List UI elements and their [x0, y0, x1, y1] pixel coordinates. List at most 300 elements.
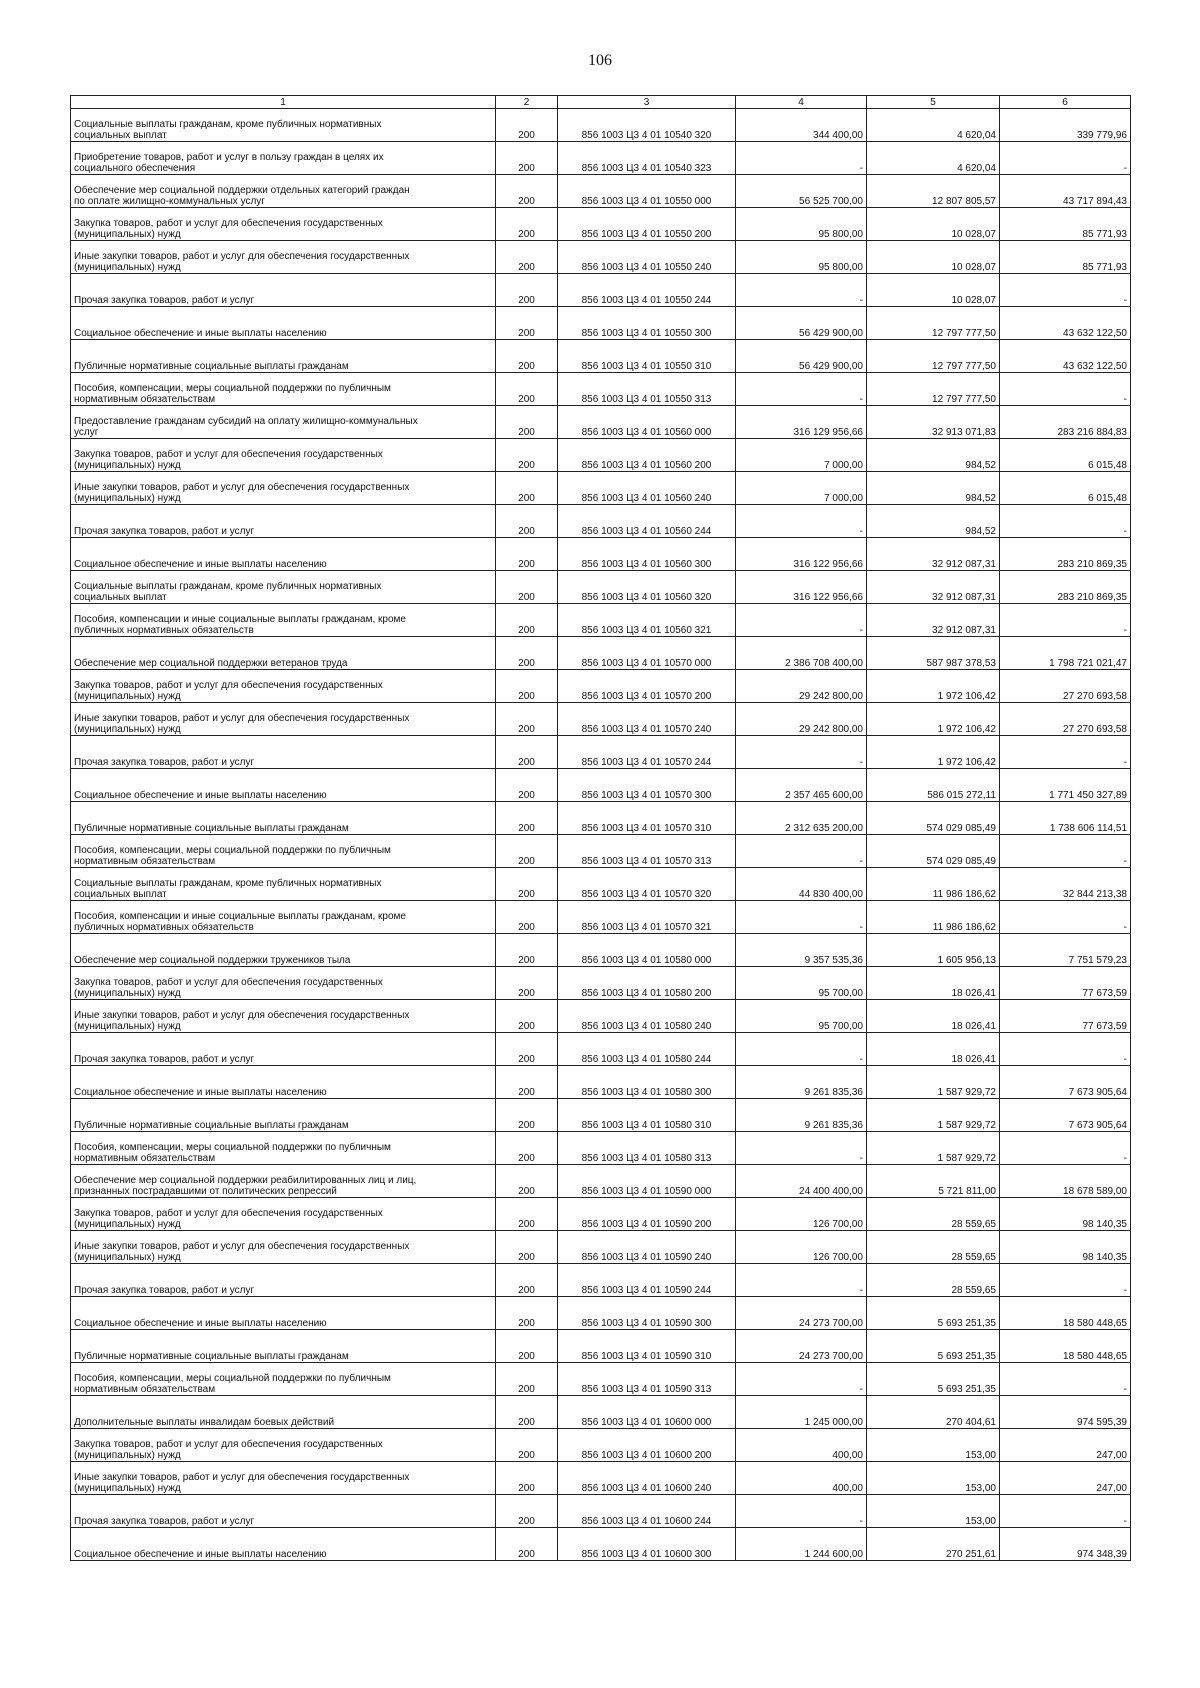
row-approved-amount-cell: 2 386 708 400,00: [736, 637, 867, 670]
row-name-cell: Пособия, компенсации и иные социальные выплаты гражданам, кроме публичных нормативных обязательств: [71, 901, 496, 934]
column-header-1: 1: [71, 96, 496, 109]
row-name-cell: Пособия, компенсации, меры социальной поддержки по публичным нормативным обязательствам: [71, 1363, 496, 1396]
row-approved-amount-cell: 400,00: [736, 1462, 867, 1495]
row-line-code-cell: 200: [496, 1231, 558, 1264]
row-line-code-cell: 200: [496, 1330, 558, 1363]
table-row: [71, 1363, 1131, 1396]
row-line-code-cell: 200: [496, 175, 558, 208]
row-unexecuted-amount-cell: 283 216 884,83: [1000, 406, 1131, 439]
row-executed-amount-cell: 5 693 251,35: [867, 1363, 1000, 1396]
row-name-cell: Иные закупки товаров, работ и услуг для обеспечения государственных (муниципальных) нужд: [71, 1462, 496, 1495]
row-name-cell: Социальное обеспечение и иные выплаты населению: [71, 1297, 496, 1330]
row-budget-code-cell: 856 1003 Ц3 4 01 10580 200: [558, 967, 736, 1000]
row-name-cell: Пособия, компенсации, меры социальной поддержки по публичным нормативным обязательствам: [71, 373, 496, 406]
row-approved-amount-cell: 2 357 465 600,00: [736, 769, 867, 802]
row-budget-code-cell: 856 1003 Ц3 4 01 10580 240: [558, 1000, 736, 1033]
row-budget-code-cell: 856 1003 Ц3 4 01 10570 200: [558, 670, 736, 703]
row-executed-amount-cell: 32 912 087,31: [867, 604, 1000, 637]
row-line-code-cell: 200: [496, 1000, 558, 1033]
row-unexecuted-amount-cell: 98 140,35: [1000, 1198, 1131, 1231]
table-row: [71, 967, 1131, 1000]
row-executed-amount-cell: 270 404,61: [867, 1396, 1000, 1429]
row-line-code-cell: 200: [496, 736, 558, 769]
row-executed-amount-cell: 12 797 777,50: [867, 373, 1000, 406]
row-line-code-cell: 200: [496, 703, 558, 736]
row-line-code-cell: 200: [496, 1363, 558, 1396]
row-executed-amount-cell: 28 559,65: [867, 1264, 1000, 1297]
row-executed-amount-cell: 28 559,65: [867, 1231, 1000, 1264]
row-line-code-cell: 200: [496, 1099, 558, 1132]
table-row: [71, 934, 1131, 967]
row-name-cell: Закупка товаров, работ и услуг для обеспечения государственных (муниципальных) нужд: [71, 670, 496, 703]
column-header-3: 3: [558, 96, 736, 109]
row-budget-code-cell: 856 1003 Ц3 4 01 10570 000: [558, 637, 736, 670]
row-budget-code-cell: 856 1003 Ц3 4 01 10570 320: [558, 868, 736, 901]
row-line-code-cell: 200: [496, 307, 558, 340]
row-executed-amount-cell: 10 028,07: [867, 274, 1000, 307]
row-unexecuted-amount-cell: 18 580 448,65: [1000, 1330, 1131, 1363]
row-name-cell: Закупка товаров, работ и услуг для обеспечения государственных (муниципальных) нужд: [71, 208, 496, 241]
row-unexecuted-amount-cell: -: [1000, 901, 1131, 934]
row-budget-code-cell: 856 1003 Ц3 4 01 10550 240: [558, 241, 736, 274]
table-row: [71, 1330, 1131, 1363]
row-approved-amount-cell: 56 429 900,00: [736, 307, 867, 340]
row-line-code-cell: 200: [496, 1495, 558, 1528]
row-executed-amount-cell: 12 797 777,50: [867, 307, 1000, 340]
row-unexecuted-amount-cell: 7 751 579,23: [1000, 934, 1131, 967]
row-approved-amount-cell: 24 400 400,00: [736, 1165, 867, 1198]
row-line-code-cell: 200: [496, 109, 558, 142]
row-approved-amount-cell: -: [736, 1495, 867, 1528]
table-row: [71, 1297, 1131, 1330]
row-executed-amount-cell: 1 587 929,72: [867, 1066, 1000, 1099]
row-line-code-cell: 200: [496, 802, 558, 835]
row-executed-amount-cell: 4 620,04: [867, 142, 1000, 175]
row-approved-amount-cell: 316 122 956,66: [736, 538, 867, 571]
row-executed-amount-cell: 1 972 106,42: [867, 703, 1000, 736]
row-name-cell: Иные закупки товаров, работ и услуг для обеспечения государственных (муниципальных) нужд: [71, 703, 496, 736]
budget-table: [70, 95, 1131, 1561]
row-budget-code-cell: 856 1003 Ц3 4 01 10570 244: [558, 736, 736, 769]
row-unexecuted-amount-cell: -: [1000, 1033, 1131, 1066]
row-line-code-cell: 200: [496, 868, 558, 901]
row-approved-amount-cell: 56 429 900,00: [736, 340, 867, 373]
row-name-cell: Обеспечение мер социальной поддержки отдельных категорий граждан по оплате жилищно-коммунальных услуг: [71, 175, 496, 208]
row-name-cell: Пособия, компенсации, меры социальной поддержки по публичным нормативным обязательствам: [71, 835, 496, 868]
column-header-6: 6: [1000, 96, 1131, 109]
row-unexecuted-amount-cell: 1 798 721 021,47: [1000, 637, 1131, 670]
row-unexecuted-amount-cell: -: [1000, 1132, 1131, 1165]
row-line-code-cell: 200: [496, 1198, 558, 1231]
row-unexecuted-amount-cell: 247,00: [1000, 1462, 1131, 1495]
row-name-cell: Публичные нормативные социальные выплаты гражданам: [71, 1330, 496, 1363]
row-executed-amount-cell: 1 587 929,72: [867, 1099, 1000, 1132]
row-unexecuted-amount-cell: -: [1000, 505, 1131, 538]
row-name-cell: Публичные нормативные социальные выплаты гражданам: [71, 340, 496, 373]
row-executed-amount-cell: 1 972 106,42: [867, 736, 1000, 769]
row-executed-amount-cell: 32 913 071,83: [867, 406, 1000, 439]
row-budget-code-cell: 856 1003 Ц3 4 01 10580 310: [558, 1099, 736, 1132]
row-approved-amount-cell: -: [736, 1363, 867, 1396]
table-row: [71, 142, 1131, 175]
table-row: [71, 1462, 1131, 1495]
row-name-cell: Прочая закупка товаров, работ и услуг: [71, 1033, 496, 1066]
table-row: [71, 1132, 1131, 1165]
row-line-code-cell: 200: [496, 1165, 558, 1198]
row-name-cell: Прочая закупка товаров, работ и услуг: [71, 274, 496, 307]
table-row: [71, 1495, 1131, 1528]
row-line-code-cell: 200: [496, 1462, 558, 1495]
table-row: [71, 472, 1131, 505]
row-approved-amount-cell: 24 273 700,00: [736, 1330, 867, 1363]
table-row: [71, 1429, 1131, 1462]
table-row: [71, 538, 1131, 571]
row-unexecuted-amount-cell: 85 771,93: [1000, 241, 1131, 274]
row-executed-amount-cell: 28 559,65: [867, 1198, 1000, 1231]
row-executed-amount-cell: 587 987 378,53: [867, 637, 1000, 670]
row-name-cell: Дополнительные выплаты инвалидам боевых действий: [71, 1396, 496, 1429]
row-name-cell: Пособия, компенсации, меры социальной поддержки по публичным нормативным обязательствам: [71, 1132, 496, 1165]
table-row: [71, 1000, 1131, 1033]
column-header-2: 2: [496, 96, 558, 109]
row-executed-amount-cell: 10 028,07: [867, 208, 1000, 241]
row-budget-code-cell: 856 1003 Ц3 4 01 10590 200: [558, 1198, 736, 1231]
row-name-cell: Приобретение товаров, работ и услуг в пользу граждан в целях их социального обеспечения: [71, 142, 496, 175]
row-name-cell: Социальное обеспечение и иные выплаты населению: [71, 1528, 496, 1561]
row-budget-code-cell: 856 1003 Ц3 4 01 10550 313: [558, 373, 736, 406]
table-body: [71, 109, 1131, 1561]
row-executed-amount-cell: 984,52: [867, 472, 1000, 505]
row-approved-amount-cell: 316 129 956,66: [736, 406, 867, 439]
row-budget-code-cell: 856 1003 Ц3 4 01 10550 200: [558, 208, 736, 241]
row-name-cell: Обеспечение мер социальной поддержки реабилитированных лиц и лиц, признанных пострадавшими от политических репрессий: [71, 1165, 496, 1198]
row-approved-amount-cell: 9 261 835,36: [736, 1099, 867, 1132]
row-budget-code-cell: 856 1003 Ц3 4 01 10560 320: [558, 571, 736, 604]
row-executed-amount-cell: 4 620,04: [867, 109, 1000, 142]
row-name-cell: Прочая закупка товаров, работ и услуг: [71, 1264, 496, 1297]
table-row: [71, 406, 1131, 439]
row-line-code-cell: 200: [496, 1429, 558, 1462]
row-name-cell: Иные закупки товаров, работ и услуг для обеспечения государственных (муниципальных) нужд: [71, 241, 496, 274]
table-row: [71, 769, 1131, 802]
row-budget-code-cell: 856 1003 Ц3 4 01 10600 300: [558, 1528, 736, 1561]
row-approved-amount-cell: 2 312 635 200,00: [736, 802, 867, 835]
table-row: [71, 571, 1131, 604]
row-line-code-cell: 200: [496, 1297, 558, 1330]
row-budget-code-cell: 856 1003 Ц3 4 01 10580 300: [558, 1066, 736, 1099]
row-name-cell: Прочая закупка товаров, работ и услуг: [71, 1495, 496, 1528]
row-budget-code-cell: 856 1003 Ц3 4 01 10550 000: [558, 175, 736, 208]
row-budget-code-cell: 856 1003 Ц3 4 01 10560 321: [558, 604, 736, 637]
row-unexecuted-amount-cell: 283 210 869,35: [1000, 571, 1131, 604]
table-row: [71, 1099, 1131, 1132]
table-row: [71, 109, 1131, 142]
row-unexecuted-amount-cell: -: [1000, 736, 1131, 769]
row-executed-amount-cell: 11 986 186,62: [867, 868, 1000, 901]
row-executed-amount-cell: 18 026,41: [867, 1000, 1000, 1033]
row-executed-amount-cell: 5 693 251,35: [867, 1330, 1000, 1363]
row-name-cell: Закупка товаров, работ и услуг для обеспечения государственных (муниципальных) нужд: [71, 967, 496, 1000]
row-approved-amount-cell: 1 244 600,00: [736, 1528, 867, 1561]
row-budget-code-cell: 856 1003 Ц3 4 01 10560 244: [558, 505, 736, 538]
row-budget-code-cell: 856 1003 Ц3 4 01 10580 244: [558, 1033, 736, 1066]
row-budget-code-cell: 856 1003 Ц3 4 01 10590 313: [558, 1363, 736, 1396]
row-approved-amount-cell: 29 242 800,00: [736, 703, 867, 736]
row-line-code-cell: 200: [496, 604, 558, 637]
row-line-code-cell: 200: [496, 439, 558, 472]
row-line-code-cell: 200: [496, 967, 558, 1000]
table-row: [71, 175, 1131, 208]
row-approved-amount-cell: 44 830 400,00: [736, 868, 867, 901]
row-line-code-cell: 200: [496, 505, 558, 538]
row-approved-amount-cell: -: [736, 142, 867, 175]
row-line-code-cell: 200: [496, 142, 558, 175]
row-line-code-cell: 200: [496, 406, 558, 439]
row-executed-amount-cell: 574 029 085,49: [867, 835, 1000, 868]
row-executed-amount-cell: 1 587 929,72: [867, 1132, 1000, 1165]
row-unexecuted-amount-cell: -: [1000, 1363, 1131, 1396]
row-name-cell: Социальное обеспечение и иные выплаты населению: [71, 1066, 496, 1099]
row-unexecuted-amount-cell: 974 595,39: [1000, 1396, 1131, 1429]
table-row: [71, 1231, 1131, 1264]
row-line-code-cell: 200: [496, 769, 558, 802]
row-unexecuted-amount-cell: -: [1000, 142, 1131, 175]
column-header-4: 4: [736, 96, 867, 109]
row-name-cell: Социальные выплаты гражданам, кроме публичных нормативных социальных выплат: [71, 571, 496, 604]
row-unexecuted-amount-cell: 32 844 213,38: [1000, 868, 1131, 901]
row-name-cell: Социальное обеспечение и иные выплаты населению: [71, 307, 496, 340]
table-row: [71, 1033, 1131, 1066]
row-executed-amount-cell: 11 986 186,62: [867, 901, 1000, 934]
row-approved-amount-cell: 7 000,00: [736, 472, 867, 505]
row-approved-amount-cell: -: [736, 736, 867, 769]
row-name-cell: Прочая закупка товаров, работ и услуг: [71, 736, 496, 769]
row-executed-amount-cell: 10 028,07: [867, 241, 1000, 274]
column-number-row: [71, 96, 1131, 109]
row-name-cell: Социальные выплаты гражданам, кроме публичных нормативных социальных выплат: [71, 868, 496, 901]
row-budget-code-cell: 856 1003 Ц3 4 01 10600 200: [558, 1429, 736, 1462]
row-unexecuted-amount-cell: 283 210 869,35: [1000, 538, 1131, 571]
row-budget-code-cell: 856 1003 Ц3 4 01 10600 244: [558, 1495, 736, 1528]
row-budget-code-cell: 856 1003 Ц3 4 01 10550 310: [558, 340, 736, 373]
row-approved-amount-cell: 29 242 800,00: [736, 670, 867, 703]
row-unexecuted-amount-cell: -: [1000, 1495, 1131, 1528]
row-line-code-cell: 200: [496, 208, 558, 241]
row-name-cell: Закупка товаров, работ и услуг для обеспечения государственных (муниципальных) нужд: [71, 1429, 496, 1462]
row-budget-code-cell: 856 1003 Ц3 4 01 10560 200: [558, 439, 736, 472]
row-executed-amount-cell: 1 605 956,13: [867, 934, 1000, 967]
row-unexecuted-amount-cell: 43 632 122,50: [1000, 340, 1131, 373]
row-unexecuted-amount-cell: -: [1000, 373, 1131, 406]
row-line-code-cell: 200: [496, 538, 558, 571]
table-row: [71, 1198, 1131, 1231]
row-name-cell: Предоставление гражданам субсидий на оплату жилищно-коммунальных услуг: [71, 406, 496, 439]
row-budget-code-cell: 856 1003 Ц3 4 01 10560 240: [558, 472, 736, 505]
row-name-cell: Иные закупки товаров, работ и услуг для обеспечения государственных (муниципальных) нужд: [71, 1000, 496, 1033]
row-name-cell: Обеспечение мер социальной поддержки тружеников тыла: [71, 934, 496, 967]
row-executed-amount-cell: 1 972 106,42: [867, 670, 1000, 703]
column-header-5: 5: [867, 96, 1000, 109]
row-name-cell: Социальное обеспечение и иные выплаты населению: [71, 538, 496, 571]
row-executed-amount-cell: 153,00: [867, 1429, 1000, 1462]
row-unexecuted-amount-cell: -: [1000, 274, 1131, 307]
row-name-cell: Закупка товаров, работ и услуг для обеспечения государственных (муниципальных) нужд: [71, 439, 496, 472]
table-row: [71, 637, 1131, 670]
row-approved-amount-cell: 316 122 956,66: [736, 571, 867, 604]
row-approved-amount-cell: -: [736, 274, 867, 307]
row-name-cell: Иные закупки товаров, работ и услуг для обеспечения государственных (муниципальных) нужд: [71, 472, 496, 505]
row-budget-code-cell: 856 1003 Ц3 4 01 10550 300: [558, 307, 736, 340]
row-unexecuted-amount-cell: 77 673,59: [1000, 967, 1131, 1000]
table-row: [71, 1264, 1131, 1297]
table-row: [71, 1165, 1131, 1198]
row-name-cell: Прочая закупка товаров, работ и услуг: [71, 505, 496, 538]
row-unexecuted-amount-cell: 6 015,48: [1000, 439, 1131, 472]
row-approved-amount-cell: -: [736, 835, 867, 868]
row-unexecuted-amount-cell: 6 015,48: [1000, 472, 1131, 505]
table-row: [71, 670, 1131, 703]
row-executed-amount-cell: 270 251,61: [867, 1528, 1000, 1561]
row-line-code-cell: 200: [496, 835, 558, 868]
row-approved-amount-cell: 95 800,00: [736, 208, 867, 241]
row-executed-amount-cell: 984,52: [867, 505, 1000, 538]
table-row: [71, 802, 1131, 835]
row-unexecuted-amount-cell: 7 673 905,64: [1000, 1066, 1131, 1099]
row-line-code-cell: 200: [496, 901, 558, 934]
row-executed-amount-cell: 18 026,41: [867, 967, 1000, 1000]
row-line-code-cell: 200: [496, 637, 558, 670]
row-name-cell: Социальное обеспечение и иные выплаты населению: [71, 769, 496, 802]
row-unexecuted-amount-cell: -: [1000, 604, 1131, 637]
row-line-code-cell: 200: [496, 340, 558, 373]
row-approved-amount-cell: -: [736, 901, 867, 934]
row-budget-code-cell: 856 1003 Ц3 4 01 10580 000: [558, 934, 736, 967]
row-budget-code-cell: 856 1003 Ц3 4 01 10600 240: [558, 1462, 736, 1495]
table-row: [71, 736, 1131, 769]
row-approved-amount-cell: 1 245 000,00: [736, 1396, 867, 1429]
row-unexecuted-amount-cell: 18 580 448,65: [1000, 1297, 1131, 1330]
row-approved-amount-cell: 126 700,00: [736, 1231, 867, 1264]
table-row: [71, 604, 1131, 637]
row-unexecuted-amount-cell: 339 779,96: [1000, 109, 1131, 142]
row-unexecuted-amount-cell: 1 738 606 114,51: [1000, 802, 1131, 835]
row-approved-amount-cell: 344 400,00: [736, 109, 867, 142]
row-approved-amount-cell: -: [736, 1264, 867, 1297]
row-unexecuted-amount-cell: 974 348,39: [1000, 1528, 1131, 1561]
row-unexecuted-amount-cell: 27 270 693,58: [1000, 703, 1131, 736]
table-row: [71, 241, 1131, 274]
row-budget-code-cell: 856 1003 Ц3 4 01 10600 000: [558, 1396, 736, 1429]
row-unexecuted-amount-cell: 27 270 693,58: [1000, 670, 1131, 703]
table-row: [71, 835, 1131, 868]
row-executed-amount-cell: 153,00: [867, 1462, 1000, 1495]
row-approved-amount-cell: 24 273 700,00: [736, 1297, 867, 1330]
row-executed-amount-cell: 984,52: [867, 439, 1000, 472]
row-approved-amount-cell: -: [736, 1033, 867, 1066]
table-row: [71, 901, 1131, 934]
row-budget-code-cell: 856 1003 Ц3 4 01 10570 321: [558, 901, 736, 934]
table-row: [71, 307, 1131, 340]
row-name-cell: Пособия, компенсации и иные социальные выплаты гражданам, кроме публичных нормативных обязательств: [71, 604, 496, 637]
table-row: [71, 703, 1131, 736]
row-budget-code-cell: 856 1003 Ц3 4 01 10560 300: [558, 538, 736, 571]
row-budget-code-cell: 856 1003 Ц3 4 01 10570 240: [558, 703, 736, 736]
row-budget-code-cell: 856 1003 Ц3 4 01 10570 313: [558, 835, 736, 868]
row-unexecuted-amount-cell: 85 771,93: [1000, 208, 1131, 241]
table-row: [71, 274, 1131, 307]
row-executed-amount-cell: 153,00: [867, 1495, 1000, 1528]
row-budget-code-cell: 856 1003 Ц3 4 01 10590 310: [558, 1330, 736, 1363]
row-budget-code-cell: 856 1003 Ц3 4 01 10540 323: [558, 142, 736, 175]
row-line-code-cell: 200: [496, 274, 558, 307]
table-row: [71, 868, 1131, 901]
row-executed-amount-cell: 32 912 087,31: [867, 571, 1000, 604]
row-line-code-cell: 200: [496, 670, 558, 703]
row-executed-amount-cell: 12 797 777,50: [867, 340, 1000, 373]
row-unexecuted-amount-cell: 7 673 905,64: [1000, 1099, 1131, 1132]
table-row: [71, 208, 1131, 241]
row-line-code-cell: 200: [496, 241, 558, 274]
row-line-code-cell: 200: [496, 1396, 558, 1429]
row-line-code-cell: 200: [496, 1066, 558, 1099]
row-budget-code-cell: 856 1003 Ц3 4 01 10560 000: [558, 406, 736, 439]
row-name-cell: Публичные нормативные социальные выплаты гражданам: [71, 1099, 496, 1132]
table-row: [71, 1396, 1131, 1429]
row-unexecuted-amount-cell: 77 673,59: [1000, 1000, 1131, 1033]
row-approved-amount-cell: 7 000,00: [736, 439, 867, 472]
row-executed-amount-cell: 5 721 811,00: [867, 1165, 1000, 1198]
page-number: 106: [588, 52, 612, 69]
row-line-code-cell: 200: [496, 571, 558, 604]
row-approved-amount-cell: 95 700,00: [736, 1000, 867, 1033]
row-budget-code-cell: 856 1003 Ц3 4 01 10550 244: [558, 274, 736, 307]
row-unexecuted-amount-cell: 1 771 450 327,89: [1000, 769, 1131, 802]
row-unexecuted-amount-cell: 247,00: [1000, 1429, 1131, 1462]
row-name-cell: Иные закупки товаров, работ и услуг для обеспечения государственных (муниципальных) нужд: [71, 1231, 496, 1264]
row-name-cell: Социальные выплаты гражданам, кроме публичных нормативных социальных выплат: [71, 109, 496, 142]
row-budget-code-cell: 856 1003 Ц3 4 01 10590 240: [558, 1231, 736, 1264]
row-approved-amount-cell: 9 357 535,36: [736, 934, 867, 967]
row-line-code-cell: 200: [496, 373, 558, 406]
row-budget-code-cell: 856 1003 Ц3 4 01 10580 313: [558, 1132, 736, 1165]
row-name-cell: Публичные нормативные социальные выплаты гражданам: [71, 802, 496, 835]
row-budget-code-cell: 856 1003 Ц3 4 01 10590 000: [558, 1165, 736, 1198]
row-executed-amount-cell: 12 807 805,57: [867, 175, 1000, 208]
row-approved-amount-cell: -: [736, 505, 867, 538]
row-approved-amount-cell: 400,00: [736, 1429, 867, 1462]
row-line-code-cell: 200: [496, 1264, 558, 1297]
row-approved-amount-cell: 95 800,00: [736, 241, 867, 274]
table-row: [71, 373, 1131, 406]
row-budget-code-cell: 856 1003 Ц3 4 01 10590 300: [558, 1297, 736, 1330]
row-unexecuted-amount-cell: 43 717 894,43: [1000, 175, 1131, 208]
row-executed-amount-cell: 5 693 251,35: [867, 1297, 1000, 1330]
row-line-code-cell: 200: [496, 1033, 558, 1066]
row-approved-amount-cell: 9 261 835,36: [736, 1066, 867, 1099]
row-approved-amount-cell: 95 700,00: [736, 967, 867, 1000]
row-name-cell: Закупка товаров, работ и услуг для обеспечения государственных (муниципальных) нужд: [71, 1198, 496, 1231]
row-approved-amount-cell: -: [736, 604, 867, 637]
row-line-code-cell: 200: [496, 1132, 558, 1165]
row-unexecuted-amount-cell: 18 678 589,00: [1000, 1165, 1131, 1198]
table-row: [71, 439, 1131, 472]
table-row: [71, 1528, 1131, 1561]
row-unexecuted-amount-cell: 43 632 122,50: [1000, 307, 1131, 340]
row-line-code-cell: 200: [496, 934, 558, 967]
row-budget-code-cell: 856 1003 Ц3 4 01 10570 310: [558, 802, 736, 835]
row-unexecuted-amount-cell: -: [1000, 1264, 1131, 1297]
row-executed-amount-cell: 574 029 085,49: [867, 802, 1000, 835]
